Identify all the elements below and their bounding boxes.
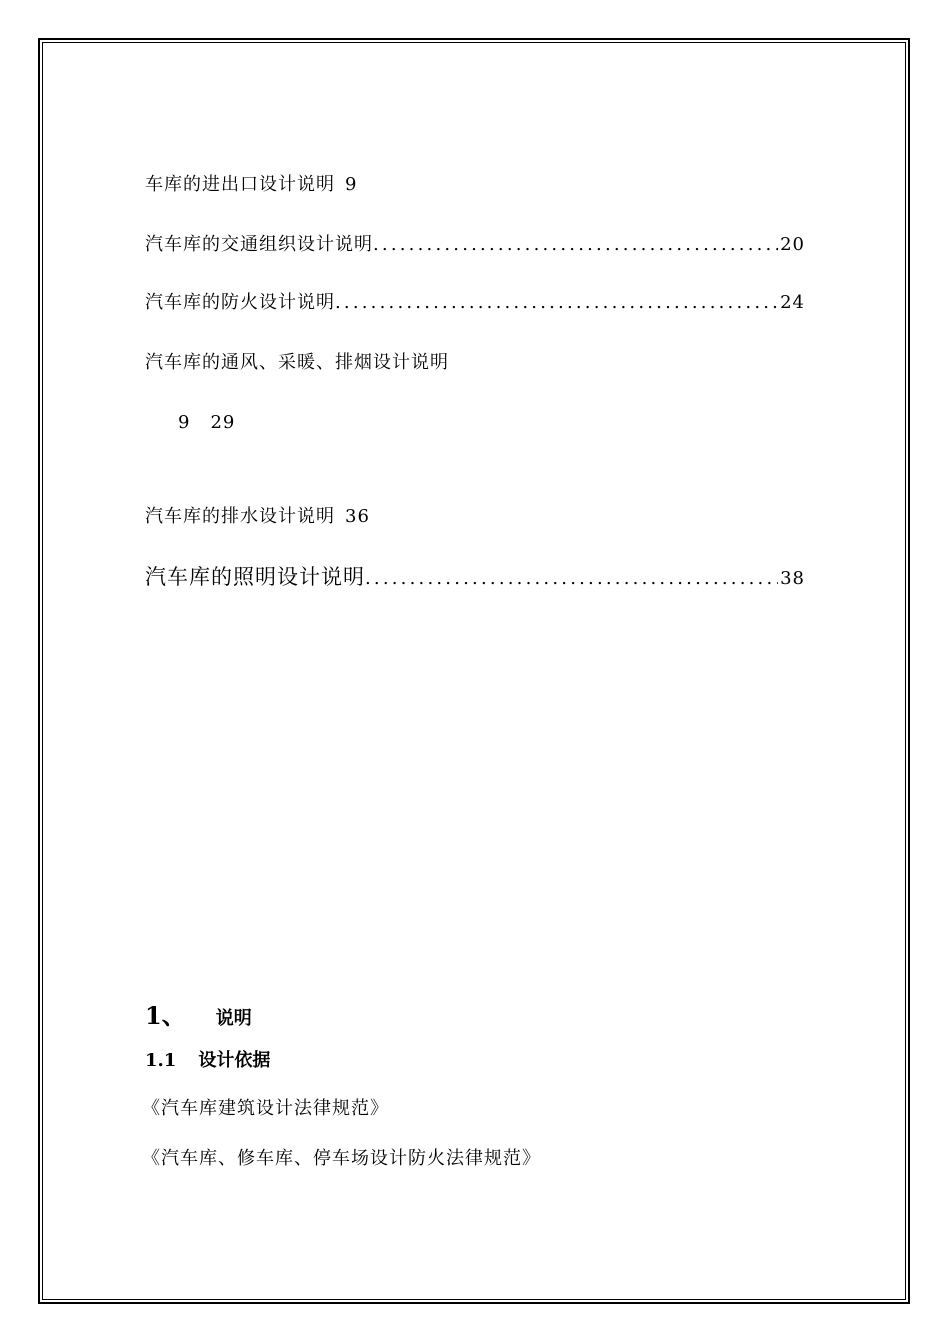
toc-entry-entrance[interactable] bbox=[145, 174, 357, 196]
toc-leader-dots bbox=[335, 292, 778, 314]
toc-entry-traffic[interactable] bbox=[145, 234, 805, 256]
toc-entry-fire[interactable] bbox=[145, 292, 805, 314]
toc-entry-label: 汽车库的照明设计说明 bbox=[145, 565, 365, 589]
toc-entry-page: 24 bbox=[780, 292, 805, 313]
toc-entry-page: 9 bbox=[345, 174, 358, 195]
reference-item: 《汽车库、修车库、停车场设计防火法律规范》 bbox=[142, 1148, 541, 1169]
toc-entry-label: 汽车库的交通组织设计说明 bbox=[145, 234, 373, 255]
toc-entry-page: 20 bbox=[780, 234, 805, 255]
section-title: 说明 bbox=[215, 1008, 252, 1029]
reference-item: 《汽车库建筑设计法律规范》 bbox=[142, 1098, 389, 1119]
section-number: 1、 bbox=[145, 1001, 186, 1030]
section-heading bbox=[145, 996, 252, 1031]
toc-entry-page: 38 bbox=[780, 568, 805, 589]
toc-entry-label: 汽车库的防火设计说明 bbox=[145, 292, 335, 313]
toc-entry-label: 汽车库的通风、采暖、排烟设计说明 bbox=[145, 352, 449, 373]
toc-entry-ventilation[interactable] bbox=[145, 352, 449, 374]
toc-entry-page: 9 bbox=[178, 412, 191, 433]
subsection-number: 1.1 bbox=[145, 1050, 177, 1071]
toc-entry-ventilation-pages bbox=[178, 412, 235, 434]
subsection-heading bbox=[145, 1046, 270, 1072]
toc-entry-label: 车库的进出口设计说明 bbox=[145, 174, 335, 195]
toc-leader-dots bbox=[373, 234, 778, 256]
toc-entry-lighting[interactable] bbox=[145, 564, 805, 592]
toc-entry-drainage[interactable] bbox=[145, 506, 370, 528]
toc-entry-page: 29 bbox=[210, 412, 236, 433]
subsection-title: 设计依据 bbox=[198, 1050, 271, 1071]
toc-leader-dots bbox=[365, 566, 778, 592]
toc-entry-label: 汽车库的排水设计说明 bbox=[145, 506, 335, 527]
toc-entry-page: 36 bbox=[345, 506, 370, 527]
